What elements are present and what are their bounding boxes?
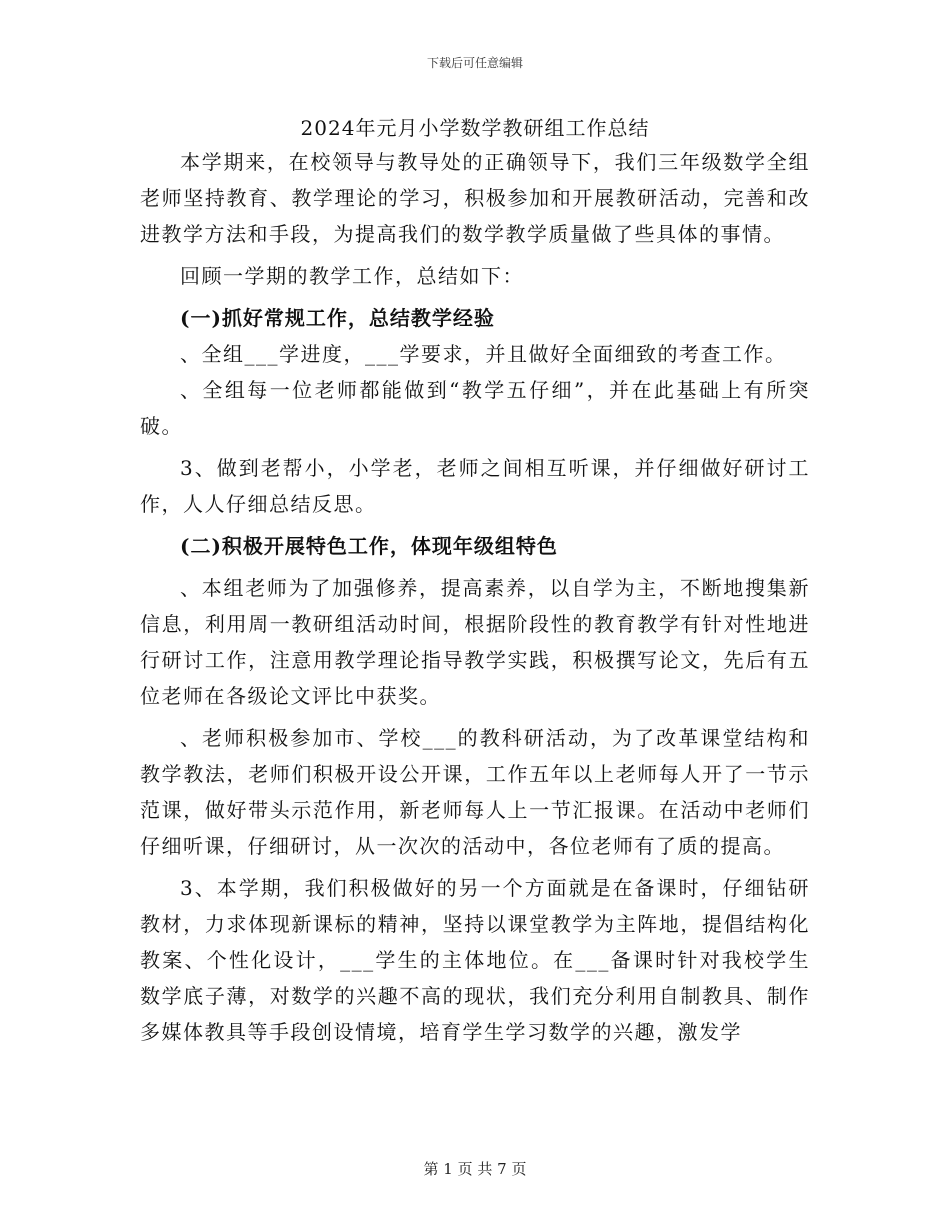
section-2-item: 、本组老师为了加强修养，提高素养，以自学为主，不断地搜集新信息，利用周一教研组活动时间，根据阶段性的教育教学有针对性地进行研讨工作，注意用教学理论指导教学实践，积极撰写论文，先后有五位老师在各级论文评比中获奖。 (140, 576, 810, 708)
section-1-heading: (一)抓好常规工作，总结教学经验 (180, 306, 495, 330)
section-1-item: 、全组___学进度，___学要求，并且做好全面细致的考查工作。 (180, 342, 787, 366)
section-1-item: 、全组每一位老师都能做到“教学五仔细”，并在此基础上有所突破。 (140, 378, 810, 438)
intro-paragraph: 本学期来，在校领导与教导处的正确领导下，我们三年级数学全组老师坚持教育、教学理论的学习，积极参加和开展教研活动，完善和改进教学方法和手段，为提高我们的数学教学质量做了些具体的事情。 (140, 150, 810, 246)
section-2-heading: (二)积极开展特色工作，体现年级组特色 (180, 534, 558, 558)
section-1-item: 3、做到老帮小，小学老，老师之间相互听课，并仔细做好研讨工作，人人仔细总结反思。 (140, 456, 810, 516)
review-paragraph: 回顾一学期的教学工作，总结如下： (180, 264, 524, 288)
page-header-note: 下载后可任意编辑 (426, 56, 523, 70)
section-2-item: 、老师积极参加市、学校___的教科研活动，为了改革课堂结构和教学教法，老师们积极开设公开课，工作五年以上老师每人开了一节示范课，做好带头示范作用，新老师每人上一节汇报课。在活动中老师们仔细听课，仔细研讨，从一次次的活动中，各位老师有了质的提高。 (140, 726, 810, 858)
page-number: 第 1 页 共 7 页 (423, 1160, 527, 1178)
document-title: 2024年元月小学数学教研组工作总结 (300, 116, 650, 140)
document-body (140, 112, 810, 1050)
section-2-item: 3、本学期，我们积极做好的另一个方面就是在备课时，仔细钻研教材，力求体现新课标的精神，坚持以课堂教学为主阵地，提倡结构化教案、个性化设计，___学生的主体地位。在___备课时针对我校学生数学底子薄，对数学的兴趣不高的现状，我们充分利用自制教具、制作多媒体教具等手段创设情境，培育学生学习数学的兴趣，激发学 (140, 876, 810, 1044)
